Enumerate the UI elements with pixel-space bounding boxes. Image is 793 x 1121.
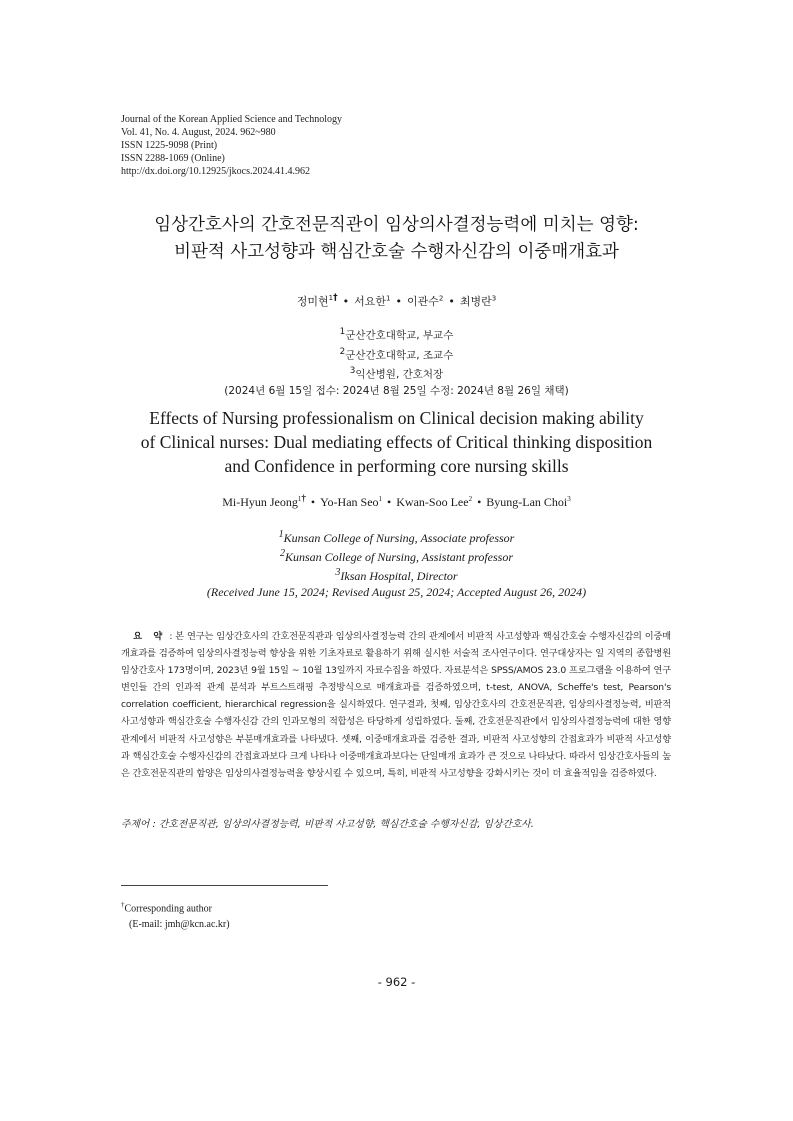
separator-dot: • bbox=[448, 294, 455, 308]
corresponding-mark-icon: † bbox=[301, 493, 306, 503]
author-en-3: Kwan-Soo Lee$^2$ bbox=[396, 495, 473, 509]
affiliation-en-2: $^2$Kunsan College of Nursing, Assistant professor bbox=[279, 548, 514, 564]
abstract-label: 요 약 bbox=[133, 631, 167, 642]
corresponding-author-note: †Corresponding author bbox=[121, 901, 212, 915]
author-en-2: Yo-Han Seo$^1$ bbox=[320, 495, 383, 509]
volume-info: Vol. 41, No. 4. August, 2024. 962~980 bbox=[121, 127, 276, 138]
dates-ko: (2024년 6월 15일 접수: 2024년 8월 25일 수정: 2024년 8월 26일 채택) bbox=[224, 384, 569, 397]
author-ko-3: 이관수$^2$ bbox=[407, 294, 444, 308]
author-en-4: Byung-Lan Choi$^3$ bbox=[486, 495, 571, 509]
issn-print: ISSN 1225-9098 (Print) bbox=[121, 140, 218, 151]
korean-affiliations bbox=[0, 324, 793, 399]
affiliation-en-1: $^1$Kunsan College of Nursing, Associate professor bbox=[278, 529, 515, 545]
page-number: - 962 - bbox=[377, 975, 416, 989]
english-title-line-2: of Clinical nurses: Dual mediating effects of Critical thinking disposition bbox=[140, 432, 653, 452]
author-ko-1: 정미현$^{1\dagger}$ bbox=[296, 293, 338, 308]
affiliation-ko-2: $^2$군산간호대학교, 조교수 bbox=[339, 346, 454, 361]
affiliation-ko-3: $^3$익산병원, 간호처장 bbox=[349, 366, 444, 381]
abstract bbox=[121, 628, 671, 782]
email-note: (E-mail: jmh@kcn.ac.kr) bbox=[129, 919, 230, 931]
english-affiliations bbox=[0, 527, 793, 600]
separator-dot: • bbox=[477, 495, 482, 509]
footnote bbox=[121, 897, 230, 933]
issn-online: ISSN 2288-1069 (Online) bbox=[121, 153, 225, 164]
author-en-1: Mi-Hyun Jeong$^{1\dagger}$ bbox=[222, 493, 306, 509]
korean-title-line-2: 비판적 사고성향과 핵심간호술 수행자신감의 이중매개효과 bbox=[174, 242, 619, 262]
separator-dot: • bbox=[387, 495, 392, 509]
english-title-line-1: Effects of Nursing professionalism on Clinical decision making ability bbox=[149, 408, 644, 428]
author-ko-4: 최병란$^3$ bbox=[459, 294, 497, 308]
author-ko-2: 서요한$^1$ bbox=[354, 294, 391, 308]
corresponding-mark-icon: † bbox=[333, 293, 338, 303]
english-authors bbox=[0, 491, 793, 510]
separator-dot: • bbox=[310, 495, 316, 509]
dates-en: (Received June 15, 2024; Revised August 25, 2024; Accepted August 26, 2024) bbox=[206, 585, 587, 599]
english-title bbox=[0, 406, 793, 478]
affiliation-ko-1: $^1$군산간호대학교, 부교수 bbox=[339, 327, 454, 342]
separator-dot: • bbox=[342, 294, 350, 308]
journal-name: Journal of the Korean Applied Science and Technology bbox=[121, 114, 342, 125]
journal-header bbox=[121, 113, 342, 178]
korean-title bbox=[0, 212, 793, 266]
affiliation-en-3: $^3$Iksan Hospital, Director bbox=[335, 567, 458, 583]
abstract-text: : 본 연구는 임상간호사의 간호전문직관과 임상의사결정능력 간의 관계에서 비판적 사고성향과 핵심간호술 수행자신감의 이중매개효과를 검증하여 임상의사결정능력 향상을 위한 기초자료로 활용하기 위해 실시한 서술적 조사연구이다. 연구대상자는 일 지역의 종합병원 임상간호사 173명이며, 2023년 9월 15일 ~ 10월 13일까지 자료수집을 하였다. 자료분석은 SPSS/AMOS 23.0 프로그램을 이용하여 연구변인들 간의 인과적 관계 분석과 부트스트래핑 추정방식으로 매개효과를 검증하였으며, t-test, ANOVA, Scheffe's test, Pearson's correlation coefficient, hierarchical regression을 실시하였다. 연구결과, 첫째, 임상간호사의 간호전문직관, 임상의사결정능력, 비판적 사고성향과 핵심간호술 수행자신감 간의 인과모형의 적합성은 타당하게 성립하였다. 둘째, 간호전문직관에서 임상의사결정능력에 대한 영향관계에서 비판적 사고성향은 부분매개효과를 나타냈다. 셋째, 이중매개효과를 검증한 결과, 비판적 사고성향의 간접효과가 비판적 사고성향과 핵심간호술 수행자신감의 간접효과보다 크게 나타나 이중매개효과보다는 단일매개 효과가 큰 것으로 나타났다. 따라서 임상간호사들의 높은 간호전문직관의 함양은 임상의사결정능력을 향상시킬 수 있으며, 특히, 비판적 사고성향을 강화시키는 것이 더 효율적임을 검증하였다. bbox=[121, 631, 671, 779]
doi-link[interactable]: http://dx.doi.org/10.12925/jkocs.2024.41.4.962 bbox=[121, 166, 310, 177]
korean-title-line-1: 임상간호사의 간호전문직관이 임상의사결정능력에 미치는 영향: bbox=[154, 215, 639, 235]
korean-authors bbox=[0, 291, 793, 309]
footnote-divider bbox=[121, 885, 328, 886]
english-title-line-3: and Confidence in performing core nursing skills bbox=[224, 456, 569, 476]
separator-dot: • bbox=[395, 294, 402, 308]
keywords: 주제어 : 간호전문직관, 임상의사결정능력, 비판적 사고성향, 핵심간호술 수행자신감, 임상간호사. bbox=[121, 819, 534, 830]
